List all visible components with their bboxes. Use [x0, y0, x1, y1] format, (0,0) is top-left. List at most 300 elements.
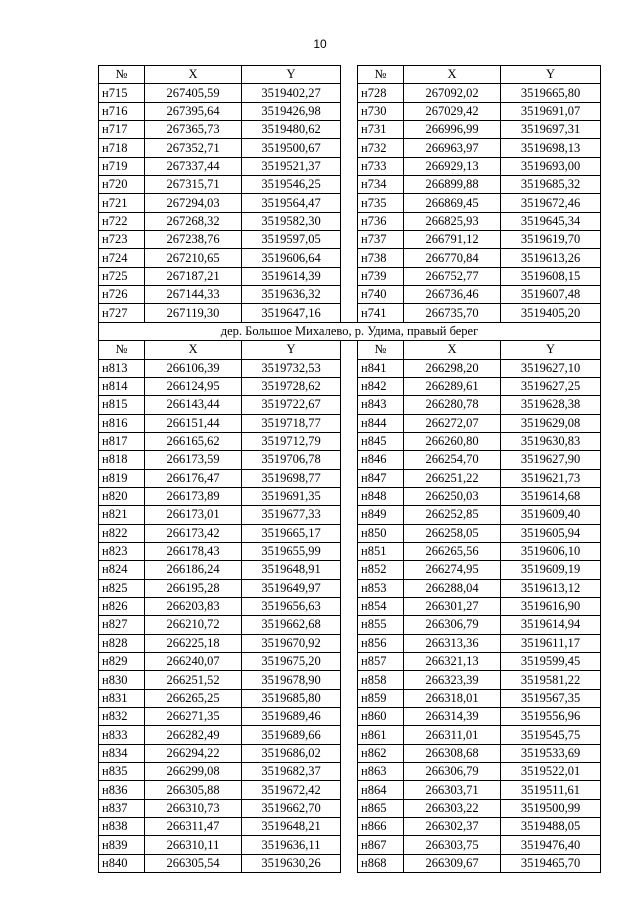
y-coordinate: 3519581,22 — [501, 671, 601, 689]
point-number: н855 — [358, 616, 404, 634]
y-coordinate: 3519511,61 — [501, 781, 601, 799]
header-x: X — [145, 341, 242, 359]
column-gap — [341, 176, 358, 194]
point-number: н836 — [99, 781, 145, 799]
y-coordinate: 3519722,67 — [242, 396, 341, 414]
y-coordinate: 3519655,99 — [242, 542, 341, 560]
table-row — [99, 597, 601, 615]
y-coordinate: 3519480,62 — [242, 121, 341, 139]
header-y: Y — [242, 341, 341, 359]
table-row — [99, 818, 601, 836]
point-number: н815 — [99, 396, 145, 414]
x-coordinate: 267365,73 — [145, 121, 242, 139]
y-coordinate: 3519522,01 — [501, 763, 601, 781]
table-row — [99, 506, 601, 524]
x-coordinate: 266735,70 — [404, 304, 501, 322]
y-coordinate: 3519630,83 — [501, 432, 601, 450]
y-coordinate: 3519556,96 — [501, 708, 601, 726]
table-row — [99, 744, 601, 762]
point-number: н737 — [358, 231, 404, 249]
x-coordinate: 266274,95 — [404, 561, 501, 579]
column-gap — [341, 689, 358, 707]
point-number: н816 — [99, 414, 145, 432]
y-coordinate: 3519605,94 — [501, 524, 601, 542]
y-coordinate: 3519636,32 — [242, 286, 341, 304]
y-coordinate: 3519619,70 — [501, 231, 601, 249]
point-number: н840 — [99, 854, 145, 872]
point-number: н725 — [99, 267, 145, 285]
point-number: н850 — [358, 524, 404, 542]
x-coordinate: 266265,56 — [404, 542, 501, 560]
table-row — [99, 689, 601, 707]
x-coordinate: 266303,71 — [404, 781, 501, 799]
x-coordinate: 266252,85 — [404, 506, 501, 524]
table-row — [99, 579, 601, 597]
point-number: н868 — [358, 854, 404, 872]
y-coordinate: 3519656,63 — [242, 597, 341, 615]
table-row — [99, 359, 601, 377]
table-row — [99, 396, 601, 414]
column-gap — [341, 799, 358, 817]
table-row — [99, 84, 601, 102]
column-gap — [341, 597, 358, 615]
x-coordinate: 266929,13 — [404, 157, 501, 175]
point-number: н813 — [99, 359, 145, 377]
table-row — [99, 267, 601, 285]
column-gap — [341, 212, 358, 230]
column-gap — [341, 432, 358, 450]
point-number: н726 — [99, 286, 145, 304]
point-number: н728 — [358, 84, 404, 102]
y-coordinate: 3519488,05 — [501, 818, 601, 836]
y-coordinate: 3519628,38 — [501, 396, 601, 414]
point-number: н866 — [358, 818, 404, 836]
x-coordinate: 266736,46 — [404, 286, 501, 304]
x-coordinate: 266251,22 — [404, 469, 501, 487]
y-coordinate: 3519546,25 — [242, 176, 341, 194]
table-row — [99, 671, 601, 689]
y-coordinate: 3519582,30 — [242, 212, 341, 230]
x-coordinate: 267315,71 — [145, 176, 242, 194]
x-coordinate: 266791,12 — [404, 231, 501, 249]
point-number: н832 — [99, 708, 145, 726]
table-row — [99, 708, 601, 726]
point-number: н860 — [358, 708, 404, 726]
header-x: X — [145, 66, 242, 84]
x-coordinate: 267268,32 — [145, 212, 242, 230]
y-coordinate: 3519405,20 — [501, 304, 601, 322]
column-gap — [341, 139, 358, 157]
x-coordinate: 266250,03 — [404, 487, 501, 505]
x-coordinate: 266311,01 — [404, 726, 501, 744]
column-gap — [341, 616, 358, 634]
point-number: н722 — [99, 212, 145, 230]
x-coordinate: 266251,52 — [145, 671, 242, 689]
x-coordinate: 267337,44 — [145, 157, 242, 175]
y-coordinate: 3519689,66 — [242, 726, 341, 744]
point-number: н821 — [99, 506, 145, 524]
point-number: н834 — [99, 744, 145, 762]
x-coordinate: 266173,89 — [145, 487, 242, 505]
point-number: н859 — [358, 689, 404, 707]
y-coordinate: 3519476,40 — [501, 836, 601, 854]
point-number: н865 — [358, 799, 404, 817]
x-coordinate: 266752,77 — [404, 267, 501, 285]
x-coordinate: 266305,54 — [145, 854, 242, 872]
y-coordinate: 3519672,46 — [501, 194, 601, 212]
y-coordinate: 3519677,33 — [242, 506, 341, 524]
y-coordinate: 3519521,37 — [242, 157, 341, 175]
table-row — [99, 469, 601, 487]
x-coordinate: 266310,73 — [145, 799, 242, 817]
point-number: н825 — [99, 579, 145, 597]
table-row — [99, 634, 601, 652]
y-coordinate: 3519697,31 — [501, 121, 601, 139]
y-coordinate: 3519685,80 — [242, 689, 341, 707]
y-coordinate: 3519732,53 — [242, 359, 341, 377]
y-coordinate: 3519629,08 — [501, 414, 601, 432]
column-gap — [341, 763, 358, 781]
column-gap — [341, 487, 358, 505]
x-coordinate: 266203,83 — [145, 597, 242, 615]
y-coordinate: 3519608,15 — [501, 267, 601, 285]
y-coordinate: 3519599,45 — [501, 653, 601, 671]
x-coordinate: 267238,76 — [145, 231, 242, 249]
point-number: н849 — [358, 506, 404, 524]
x-coordinate: 266308,68 — [404, 744, 501, 762]
y-coordinate: 3519609,19 — [501, 561, 601, 579]
x-coordinate: 266306,79 — [404, 616, 501, 634]
x-coordinate: 266899,88 — [404, 176, 501, 194]
x-coordinate: 266311,47 — [145, 818, 242, 836]
y-coordinate: 3519678,90 — [242, 671, 341, 689]
coordinates-table-body — [99, 66, 601, 873]
y-coordinate: 3519630,26 — [242, 854, 341, 872]
x-coordinate: 266165,62 — [145, 432, 242, 450]
table-row — [99, 799, 601, 817]
x-coordinate: 266996,99 — [404, 121, 501, 139]
point-number: н843 — [358, 396, 404, 414]
table-row — [99, 121, 601, 139]
table-row — [99, 139, 601, 157]
table-row — [99, 616, 601, 634]
y-coordinate: 3519648,21 — [242, 818, 341, 836]
x-coordinate: 267210,65 — [145, 249, 242, 267]
x-coordinate: 266282,49 — [145, 726, 242, 744]
point-number: н727 — [99, 304, 145, 322]
point-number: н721 — [99, 194, 145, 212]
column-gap — [341, 249, 358, 267]
column-gap — [341, 286, 358, 304]
x-coordinate: 266178,43 — [145, 542, 242, 560]
x-coordinate: 266309,67 — [404, 854, 501, 872]
table-row — [99, 377, 601, 395]
x-coordinate: 266258,05 — [404, 524, 501, 542]
point-number: н715 — [99, 84, 145, 102]
point-number: н831 — [99, 689, 145, 707]
point-number: н829 — [99, 653, 145, 671]
y-coordinate: 3519649,97 — [242, 579, 341, 597]
x-coordinate: 266289,61 — [404, 377, 501, 395]
point-number: н851 — [358, 542, 404, 560]
table-row — [99, 524, 601, 542]
column-gap — [341, 341, 358, 359]
point-number: н857 — [358, 653, 404, 671]
point-number: н867 — [358, 836, 404, 854]
table-row — [99, 176, 601, 194]
x-coordinate: 266298,20 — [404, 359, 501, 377]
x-coordinate: 266143,44 — [145, 396, 242, 414]
y-coordinate: 3519426,98 — [242, 102, 341, 120]
x-coordinate: 266260,80 — [404, 432, 501, 450]
column-gap — [341, 66, 358, 84]
y-coordinate: 3519465,70 — [501, 854, 601, 872]
table-row — [99, 763, 601, 781]
table-row — [99, 414, 601, 432]
point-number: н835 — [99, 763, 145, 781]
y-coordinate: 3519545,75 — [501, 726, 601, 744]
y-coordinate: 3519665,80 — [501, 84, 601, 102]
x-coordinate: 266272,07 — [404, 414, 501, 432]
point-number: н734 — [358, 176, 404, 194]
point-number: н731 — [358, 121, 404, 139]
table-row — [99, 231, 601, 249]
column-gap — [341, 836, 358, 854]
table-row — [99, 432, 601, 450]
y-coordinate: 3519613,26 — [501, 249, 601, 267]
y-coordinate: 3519614,94 — [501, 616, 601, 634]
y-coordinate: 3519616,90 — [501, 597, 601, 615]
x-coordinate: 266151,44 — [145, 414, 242, 432]
y-coordinate: 3519609,40 — [501, 506, 601, 524]
y-coordinate: 3519533,69 — [501, 744, 601, 762]
x-coordinate: 266225,18 — [145, 634, 242, 652]
point-number: н839 — [99, 836, 145, 854]
point-number: н847 — [358, 469, 404, 487]
coordinates-table — [98, 65, 601, 873]
y-coordinate: 3519627,10 — [501, 359, 601, 377]
y-coordinate: 3519689,46 — [242, 708, 341, 726]
table-row — [99, 102, 601, 120]
y-coordinate: 3519718,77 — [242, 414, 341, 432]
column-gap — [341, 157, 358, 175]
point-number: н828 — [99, 634, 145, 652]
y-coordinate: 3519627,90 — [501, 451, 601, 469]
point-number: н856 — [358, 634, 404, 652]
header-x: X — [404, 66, 501, 84]
x-coordinate: 266294,22 — [145, 744, 242, 762]
x-coordinate: 266299,08 — [145, 763, 242, 781]
x-coordinate: 266313,36 — [404, 634, 501, 652]
column-gap — [341, 818, 358, 836]
point-number: н862 — [358, 744, 404, 762]
x-coordinate: 266321,13 — [404, 653, 501, 671]
point-number: н724 — [99, 249, 145, 267]
x-coordinate: 266271,35 — [145, 708, 242, 726]
column-gap — [341, 267, 358, 285]
column-gap — [341, 524, 358, 542]
point-number: н820 — [99, 487, 145, 505]
y-coordinate: 3519712,79 — [242, 432, 341, 450]
page-number: 10 — [313, 37, 327, 51]
y-coordinate: 3519621,73 — [501, 469, 601, 487]
column-gap — [341, 121, 358, 139]
y-coordinate: 3519645,34 — [501, 212, 601, 230]
point-number: н817 — [99, 432, 145, 450]
point-number: н719 — [99, 157, 145, 175]
x-coordinate: 267092,02 — [404, 84, 501, 102]
x-coordinate: 266301,27 — [404, 597, 501, 615]
point-number: н819 — [99, 469, 145, 487]
column-gap — [341, 231, 358, 249]
y-coordinate: 3519613,12 — [501, 579, 601, 597]
y-coordinate: 3519611,17 — [501, 634, 601, 652]
point-number: н733 — [358, 157, 404, 175]
y-coordinate: 3519607,48 — [501, 286, 601, 304]
y-coordinate: 3519662,70 — [242, 799, 341, 817]
table-row — [99, 653, 601, 671]
column-gap — [341, 377, 358, 395]
header-num: № — [358, 341, 404, 359]
x-coordinate: 266176,47 — [145, 469, 242, 487]
x-coordinate: 266306,79 — [404, 763, 501, 781]
x-coordinate: 267119,30 — [145, 304, 242, 322]
y-coordinate: 3519698,13 — [501, 139, 601, 157]
column-gap — [341, 469, 358, 487]
point-number: н841 — [358, 359, 404, 377]
x-coordinate: 266265,25 — [145, 689, 242, 707]
y-coordinate: 3519728,62 — [242, 377, 341, 395]
point-number: н852 — [358, 561, 404, 579]
column-gap — [341, 414, 358, 432]
column-gap — [341, 579, 358, 597]
point-number: н858 — [358, 671, 404, 689]
y-coordinate: 3519648,91 — [242, 561, 341, 579]
x-coordinate: 266302,37 — [404, 818, 501, 836]
y-coordinate: 3519636,11 — [242, 836, 341, 854]
x-coordinate: 266869,45 — [404, 194, 501, 212]
point-number: н861 — [358, 726, 404, 744]
section-title: дер. Большое Михалево, р. Удима, правый берег — [99, 322, 601, 340]
table-row — [99, 249, 601, 267]
header-row — [99, 66, 601, 84]
y-coordinate: 3519564,47 — [242, 194, 341, 212]
x-coordinate: 267144,33 — [145, 286, 242, 304]
x-coordinate: 266124,95 — [145, 377, 242, 395]
y-coordinate: 3519682,37 — [242, 763, 341, 781]
column-gap — [341, 451, 358, 469]
y-coordinate: 3519614,39 — [242, 267, 341, 285]
x-coordinate: 266186,24 — [145, 561, 242, 579]
column-gap — [341, 561, 358, 579]
header-num: № — [99, 341, 145, 359]
column-gap — [341, 708, 358, 726]
x-coordinate: 266770,84 — [404, 249, 501, 267]
column-gap — [341, 781, 358, 799]
x-coordinate: 266210,72 — [145, 616, 242, 634]
y-coordinate: 3519672,42 — [242, 781, 341, 799]
x-coordinate: 267395,64 — [145, 102, 242, 120]
column-gap — [341, 102, 358, 120]
x-coordinate: 266106,39 — [145, 359, 242, 377]
point-number: н735 — [358, 194, 404, 212]
point-number: н723 — [99, 231, 145, 249]
table-row — [99, 157, 601, 175]
column-gap — [341, 396, 358, 414]
table-row — [99, 304, 601, 322]
y-coordinate: 3519614,68 — [501, 487, 601, 505]
header-y: Y — [501, 66, 601, 84]
point-number: н738 — [358, 249, 404, 267]
x-coordinate: 266288,04 — [404, 579, 501, 597]
x-coordinate: 266195,28 — [145, 579, 242, 597]
column-gap — [341, 542, 358, 560]
x-coordinate: 266310,11 — [145, 836, 242, 854]
y-coordinate: 3519402,27 — [242, 84, 341, 102]
x-coordinate: 267187,21 — [145, 267, 242, 285]
y-coordinate: 3519597,05 — [242, 231, 341, 249]
point-number: н824 — [99, 561, 145, 579]
point-number: н822 — [99, 524, 145, 542]
point-number: н845 — [358, 432, 404, 450]
table-row — [99, 836, 601, 854]
x-coordinate: 266305,88 — [145, 781, 242, 799]
y-coordinate: 3519627,25 — [501, 377, 601, 395]
point-number: н740 — [358, 286, 404, 304]
y-coordinate: 3519691,07 — [501, 102, 601, 120]
table-row — [99, 194, 601, 212]
column-gap — [341, 506, 358, 524]
column-gap — [341, 304, 358, 322]
x-coordinate: 266240,07 — [145, 653, 242, 671]
column-gap — [341, 84, 358, 102]
point-number: н732 — [358, 139, 404, 157]
point-number: н730 — [358, 102, 404, 120]
point-number: н844 — [358, 414, 404, 432]
section-title-row — [99, 322, 601, 340]
table-row — [99, 542, 601, 560]
table-row — [99, 212, 601, 230]
point-number: н717 — [99, 121, 145, 139]
y-coordinate: 3519675,20 — [242, 653, 341, 671]
y-coordinate: 3519662,68 — [242, 616, 341, 634]
point-number: н741 — [358, 304, 404, 322]
y-coordinate: 3519567,35 — [501, 689, 601, 707]
table-row — [99, 451, 601, 469]
x-coordinate: 266280,78 — [404, 396, 501, 414]
table-row — [99, 286, 601, 304]
header-x: X — [404, 341, 501, 359]
header-num: № — [358, 66, 404, 84]
header-y: Y — [242, 66, 341, 84]
header-num: № — [99, 66, 145, 84]
point-number: н833 — [99, 726, 145, 744]
x-coordinate: 266318,01 — [404, 689, 501, 707]
y-coordinate: 3519691,35 — [242, 487, 341, 505]
point-number: н863 — [358, 763, 404, 781]
y-coordinate: 3519665,17 — [242, 524, 341, 542]
point-number: н823 — [99, 542, 145, 560]
point-number: н838 — [99, 818, 145, 836]
point-number: н842 — [358, 377, 404, 395]
x-coordinate: 267029,42 — [404, 102, 501, 120]
column-gap — [341, 359, 358, 377]
point-number: н739 — [358, 267, 404, 285]
column-gap — [341, 726, 358, 744]
header-row — [99, 341, 601, 359]
point-number: н853 — [358, 579, 404, 597]
point-number: н826 — [99, 597, 145, 615]
